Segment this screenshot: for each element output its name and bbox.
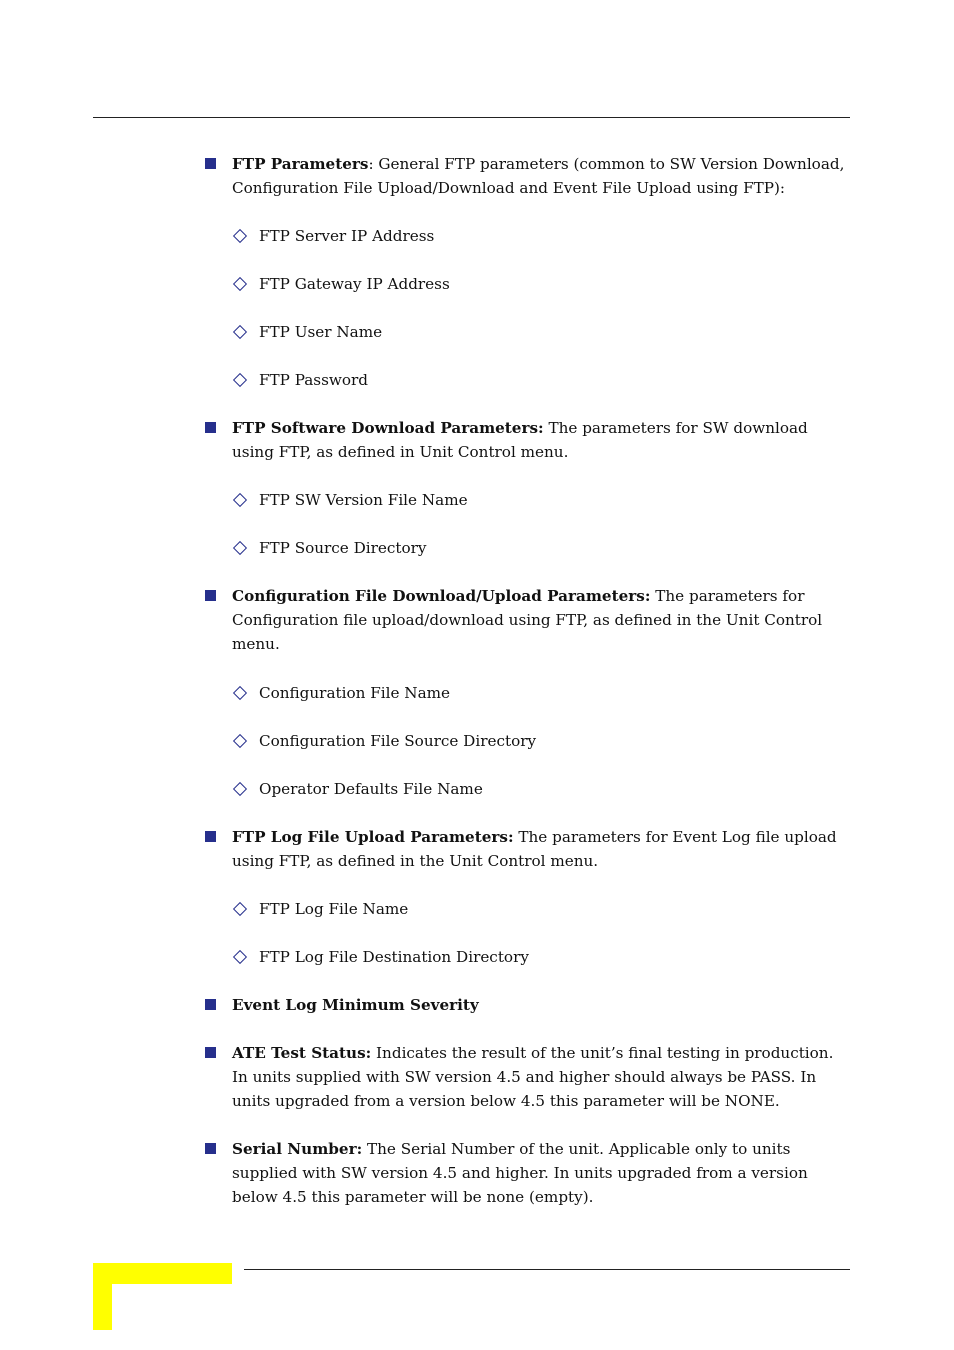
diamond-bullet-icon [233,541,247,555]
list-item: Configuration File Source Directory [259,729,536,753]
square-bullet-icon [205,831,216,842]
bullet-title: FTP Log File Upload Parameters: [232,828,514,846]
header-rule [93,117,850,118]
diamond-bullet-icon [233,277,247,291]
square-bullet-icon [205,590,216,601]
diamond-bullet-icon [233,902,247,916]
list-item: Operator Defaults File Name [259,777,483,801]
list-item: FTP User Name [259,320,382,344]
square-bullet-icon [205,1047,216,1058]
list-item: FTP Password [259,368,368,392]
bullet-ftp-log-file-upload [232,825,852,873]
bullet-text: The parameters for SW download using FTP, as defined in Unit Control menu. [232,419,808,461]
diamond-bullet-icon [233,229,247,243]
bullet-text: The parameters for Configuration file upload/download using FTP, as defined in the Unit Control menu. [232,587,823,653]
list-item: Configuration File Name [259,681,450,705]
list-item: FTP Log File Destination Directory [259,945,529,969]
list-item: FTP Source Directory [259,536,427,560]
bullet-title: Event Log Minimum Severity [232,996,479,1014]
list-item: FTP Log File Name [259,897,408,921]
bullet-ftp-parameters [232,152,852,200]
footer-accent-stem [93,1263,112,1330]
bullet-text: The Serial Number of the unit. Applicable only to units supplied with SW version 4.5 and higher. In units upgraded from a version below 4.5 this parameter will be none (empty). [232,1140,808,1206]
square-bullet-icon [205,158,216,169]
diamond-bullet-icon [233,373,247,387]
diamond-bullet-icon [233,950,247,964]
diamond-bullet-icon [233,493,247,507]
bullet-event-log-minimum-severity [232,993,852,1017]
bullet-text: Indicates the result of the unit’s final testing in production. In units supplied with SW version 4.5 and higher should always be PASS. In units upgraded from a version below 4.5 this parameter will be NONE. [232,1044,834,1110]
bullet-configuration-file [232,584,852,656]
bullet-title: FTP Parameters [232,155,369,173]
bullet-ate-test-status [232,1041,852,1113]
square-bullet-icon [205,422,216,433]
bullet-title: FTP Software Download Parameters: [232,419,544,437]
diamond-bullet-icon [233,686,247,700]
square-bullet-icon [205,1143,216,1154]
bullet-title: Serial Number: [232,1140,363,1158]
footer-accent-bar [93,1263,232,1284]
bullet-title: Configuration File Download/Upload Parameters: [232,587,651,605]
bullet-text: : General FTP parameters (common to SW Version Download, Configuration File Upload/Download and Event File Upload using FTP): [232,155,845,197]
list-item: FTP Server IP Address [259,224,434,248]
diamond-bullet-icon [233,782,247,796]
footer-rule [244,1269,850,1270]
list-item: FTP Gateway IP Address [259,272,450,296]
bullet-serial-number [232,1137,852,1209]
bullet-text: The parameters for Event Log file upload using FTP, as defined in the Unit Control menu. [232,828,837,870]
diamond-bullet-icon [233,734,247,748]
square-bullet-icon [205,999,216,1010]
list-item: FTP SW Version File Name [259,488,468,512]
bullet-title: ATE Test Status: [232,1044,372,1062]
bullet-ftp-software-download [232,416,852,464]
diamond-bullet-icon [233,325,247,339]
